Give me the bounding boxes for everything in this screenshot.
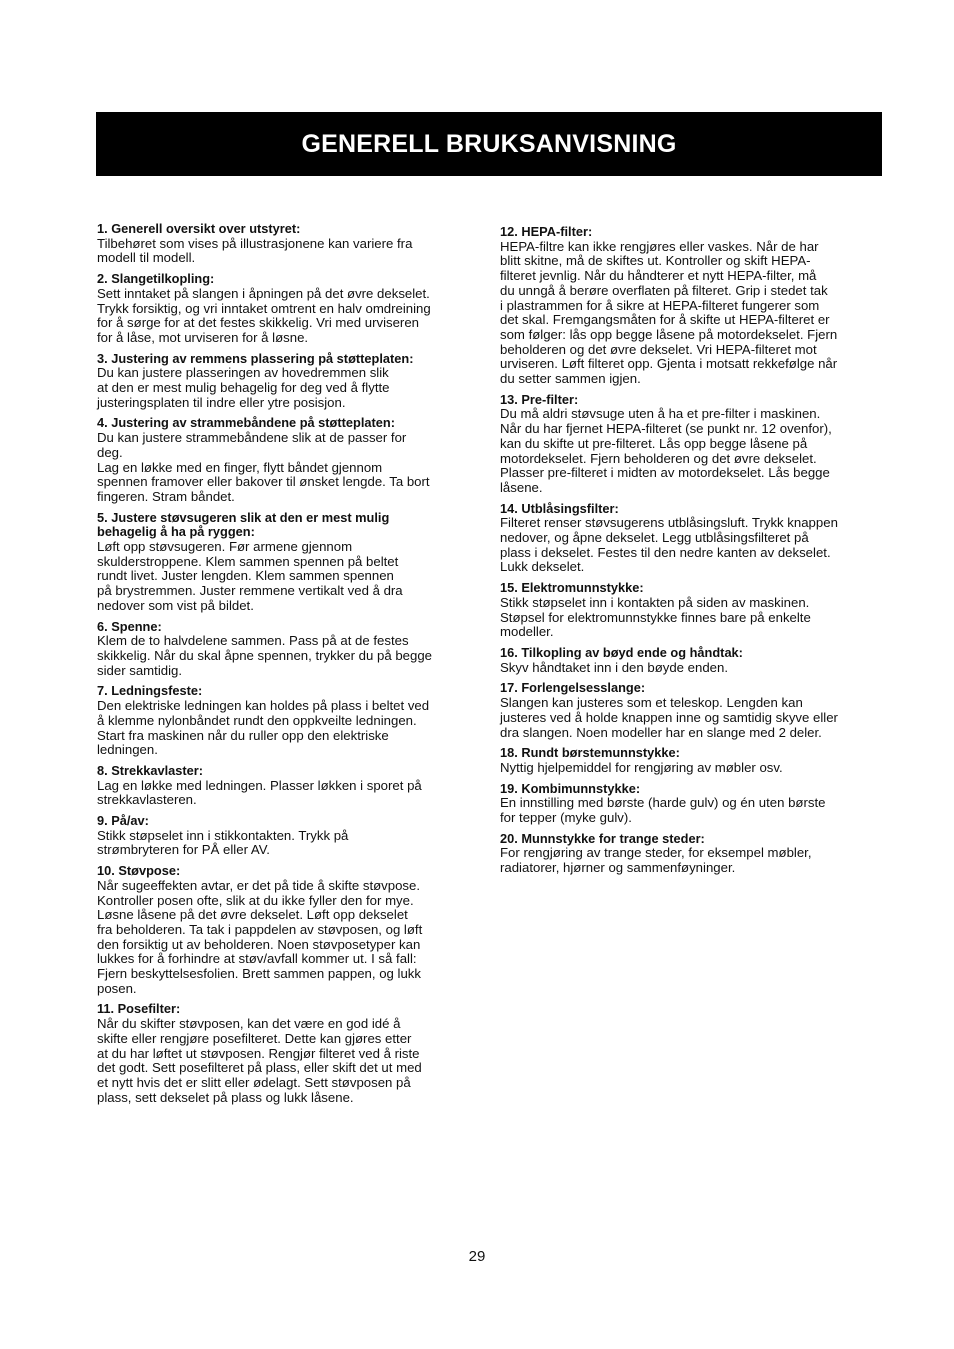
section-body: Når sugeeffekten avtar, er det på tide å skifte støvpose. Kontroller posen ofte, slik at du ikke fyller den for mye. Løsne låsene på det øvre dekselet. Løft opp dekselet fra beholderen. Ta tak i pappdelen av støvposen, og løft den forsiktig ut av beholderen. Noen støvposetyper kan lukkes for å forhindre at støv/avfall kommer ut. I så fall: Fjern beskyttelsesfolien. Brett sammen pappen, og lukk posen. — [97, 877, 423, 996]
instruction-section — [97, 764, 482, 808]
section-body: Klem de to halvdelene sammen. Pass på at de festes skikkelig. Når du skal åpne spennen, trykker du på begge sider samtidig. — [97, 633, 433, 678]
section-heading: 6. Spenne: — [97, 618, 162, 634]
section-heading: 8. Strekkavlaster: — [97, 762, 203, 778]
section-body: Du kan justere strammebåndene slik at de passer for deg. Lag en løkke med en finger, flytt båndet gjennom spennen framover eller bakover til ønsket lengde. Ta bort fingeren. Stram båndet. — [97, 430, 430, 504]
instruction-section — [97, 814, 482, 858]
instruction-section — [97, 511, 482, 614]
instruction-section — [500, 782, 885, 826]
instruction-section — [97, 1002, 482, 1105]
section-body: En innstilling med børste (harde gulv) og én uten børste for tepper (myke gulv). — [500, 795, 826, 826]
instruction-section — [97, 620, 482, 679]
instruction-section — [97, 222, 482, 266]
instruction-section — [500, 581, 885, 640]
section-body: Sett inntaket på slangen i åpningen på det øvre dekselet. Trykk forsiktig, og vri inntaket omtrent en halv omdreining for å sørge for at det festes skikkelig. Vri med urviseren for å låse, mot urviseren for å løsne. — [97, 285, 431, 345]
left-column — [97, 222, 482, 1111]
section-body: Filteret renser støvsugerens utblåsingsluft. Trykk knappen nedover, og åpne dekselet. Legg utblåsingsfilteret på plass i dekselet. Festes til den nedre kanten av dekselet. Lukk dekselet. — [500, 515, 838, 575]
instruction-section — [97, 864, 482, 996]
instruction-section — [97, 684, 482, 758]
instruction-section — [97, 272, 482, 346]
page-number: 29 — [468, 1248, 486, 1265]
section-heading: 3. Justering av remmens plassering på støtteplaten: — [97, 350, 414, 366]
title-banner — [96, 112, 882, 176]
section-body: Tilbehøret som vises på illustrasjonene kan variere fra modell til modell. — [97, 235, 413, 266]
instruction-section — [500, 832, 885, 876]
section-body: Stikk støpselet inn i stikkontakten. Trykk på strømbryteren for PÅ eller AV. — [97, 827, 349, 858]
section-body: Du må aldri støvsuge uten å ha et pre-filter i maskinen. Når du har fjernet HEPA-filteret (se punkt nr. 12 ovenfor), kan du skifte ut pre-filteret. Lås opp begge låsene på motordekselet. Fjern beholderen og det øvre dekselet. Plasser pre-filteret i midten av motordekselet. Lås begge låsene. — [500, 406, 832, 495]
section-body: Nyttig hjelpemiddel for rengjøring av møbler osv. — [500, 759, 783, 775]
instruction-section — [500, 502, 885, 576]
instruction-section — [97, 416, 482, 504]
instruction-section — [500, 393, 885, 496]
section-heading: 14. Utblåsingsfilter: — [500, 500, 619, 516]
section-heading: 9. På/av: — [97, 813, 149, 829]
instruction-section — [500, 681, 885, 740]
section-heading: 2. Slangetilkopling: — [97, 271, 215, 287]
section-body: For rengjøring av trange steder, for eksempel møbler, radiatorer, hjørner og sammenføyninger. — [500, 845, 812, 876]
section-body: Den elektriske ledningen kan holdes på plass i beltet ved å klemme nylonbåndet rundt den oppkveilte ledningen. Start fra maskinen når du ruller opp den elektriske ledningen. — [97, 698, 430, 758]
section-body: Når du skifter støvposen, kan det være en god idé å skifte eller rengjøre posefilteret. Dette kan gjøres etter at du har løftet ut støvposen. Rengjør filteret ved å riste det godt. Sett posefilteret på plass, eller skift det ut med et nytt hvis det er slitt eller ødelagt. Sett støvposen på plass, sett dekselet på plass og lukk låsene. — [97, 1016, 422, 1105]
section-body: Skyv håndtaket inn i den bøyde enden. — [500, 659, 729, 675]
section-heading: 1. Generell oversikt over utstyret: — [97, 221, 301, 236]
section-heading: 12. HEPA-filter: — [500, 224, 593, 239]
section-heading: 13. Pre-filter: — [500, 391, 579, 407]
section-heading: 4. Justering av strammebåndene på støtteplaten: — [97, 415, 395, 431]
section-body: Slangen kan justeres som et teleskop. Lengden kan justeres ved å holde knappen inne og samtidig skyve eller dra slangen. Noen modeller har en slange med 2 deler. — [500, 695, 838, 740]
section-heading: 20. Munnstykke for trange steder: — [500, 830, 705, 846]
page-title: GENERELL BRUKSANVISNING — [301, 129, 677, 158]
section-body: Løft opp støvsugeren. Før armene gjennom skulderstroppene. Klem sammen spennen på beltet rundt livet. Juster lengden. Klem sammen spennen på brystremmen. Juster remmene vertikalt ved å dra nedover som vist på bildet. — [97, 539, 403, 613]
section-body: HEPA-filtre kan ikke rengjøres eller vaskes. Når de har blitt skitne, må de skiftes ut. Kontroller og skift HEPA- filteret jevnlig. Når du håndterer et nytt HEPA-filter, må du unngå å berøre overflaten på filteret. Grip i stedet tak i plastrammen for å sikre at HEPA-filteret fungerer som det skal. Fremgangsmåten for å skifte ut HEPA-filteret er som følger: lås opp begge låsene på motordekselet. Fjern beholderen og det øvre dekselet. Vri HEPA-filteret mot urviseren. Løft filteret opp. Gjenta i motsatt rekkefølge når du setter sammen igjen. — [500, 238, 838, 387]
section-heading: 18. Rundt børstemunnstykke: — [500, 745, 680, 761]
section-heading: 16. Tilkopling av bøyd ende og håndtak: — [500, 644, 743, 660]
section-heading: 11. Posefilter: — [97, 1001, 181, 1017]
instruction-section — [500, 225, 885, 387]
section-heading: 15. Elektromunnstykke: — [500, 580, 644, 596]
instruction-section — [97, 352, 482, 411]
section-heading: 7. Ledningsfeste: — [97, 683, 203, 699]
section-body: Stikk støpselet inn i kontakten på siden av maskinen. Støpsel for elektromunnstykke finnes bare på enkelte modeller. — [500, 594, 811, 640]
section-heading: 17. Forlengelsesslange: — [500, 680, 646, 696]
instruction-section — [500, 646, 885, 675]
right-column — [500, 225, 885, 882]
instruction-section — [500, 746, 885, 775]
section-heading: 10. Støvpose: — [97, 863, 181, 879]
section-heading: 19. Kombimunnstykke: — [500, 780, 641, 796]
section-body: Du kan justere plasseringen av hovedremmen slik at den er mest mulig behagelig for deg ved å flytte justeringsplaten til indre eller ytre posisjon. — [97, 365, 390, 410]
section-body: Lag en løkke med ledningen. Plasser løkken i sporet på strekkavlasteren. — [97, 777, 422, 808]
section-heading: 5. Justere støvsugeren slik at den er mest mulig behagelig å ha på ryggen: — [97, 509, 390, 540]
